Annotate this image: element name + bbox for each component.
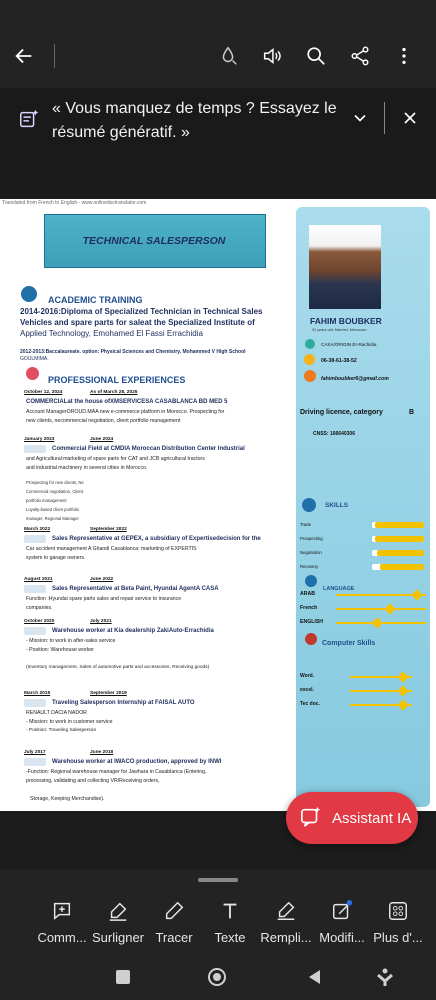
skill-bar-fill [375, 536, 424, 542]
driving-licence: Driving licence, category [300, 409, 383, 416]
tool-fill-sign[interactable] [258, 898, 314, 945]
tool-pen[interactable] [146, 898, 202, 945]
more-vert-icon[interactable] [388, 40, 420, 72]
skill-bar-fill [375, 522, 424, 528]
text-icon [202, 898, 258, 924]
job-desc: (Inventory management, Sales of automotive parts and accessories, Receiving goods) [26, 665, 210, 670]
address: CASA/ORIGIN Er-Rachidia [321, 342, 377, 347]
job-date-end: June 2024 [90, 437, 114, 442]
home-icon[interactable] [207, 967, 227, 987]
phone: 06-38-61-38-52 [321, 358, 357, 364]
drag-handle[interactable] [198, 878, 238, 882]
academic-line: Applied Technology, Emohamed El Fassi Errachidia [20, 329, 203, 338]
skill-label: Negotiation [300, 550, 322, 555]
company-logo [24, 699, 46, 707]
company-logo [24, 585, 46, 593]
skill-bar-fill [380, 564, 424, 570]
divider [54, 44, 55, 68]
job-desc: - Position: Traveling Salesperson [26, 728, 97, 733]
computer-skill-label: Word. [300, 673, 315, 679]
cnss: CNSS: 166640306 [313, 431, 355, 437]
job-title: Commercial Field at CMDIA Moroccan Distribution Center Industrial [52, 446, 245, 452]
job-title: Warehouse worker at Kia dealership ZakiAuto-Errachidia [52, 628, 214, 634]
grid-icon [370, 898, 426, 924]
job-desc: Account ManagerOROUD.MAA new e-commerce platform in Morocco. Prospecting for [26, 409, 225, 415]
tool-label: Rempli... [260, 930, 312, 945]
computer-icon [305, 633, 317, 645]
skill-label: Prospecting [300, 536, 323, 541]
location-icon [305, 339, 315, 349]
job-title: Traveling Salesperson Internship at FAISAL AUTO [52, 700, 195, 706]
job-desc: RENAULT DACIA NADOR [26, 710, 87, 716]
tool-label: Tracer [155, 930, 193, 945]
job-desc-small: Loyalty-based client portfolio [26, 507, 80, 512]
assistant-ia-label: Assistant IA [332, 810, 412, 827]
candidate-age: 31 years old, Married, Moroccan [312, 328, 367, 332]
skill-label: Recovery [300, 564, 319, 569]
language-slider [336, 608, 426, 610]
academic-line: Vehicles and spare parts for saleat the Specialized Institute of [20, 318, 255, 327]
job-desc: Storage, Keeping Merchandise). [30, 796, 105, 802]
company-logo [24, 758, 46, 766]
job-date: March 2022 [24, 527, 51, 532]
academic-line: GOULMIMA. [20, 356, 49, 362]
job-desc: companies. [26, 605, 53, 611]
banner-text[interactable]: « Vous manquez de temps ? Essayez le résumé génératif. » [52, 100, 337, 141]
read-aloud-icon[interactable] [212, 40, 244, 72]
language-heading: LANGUAGE [323, 586, 355, 592]
tool-label: Surligner [91, 930, 145, 945]
tool-label: Modifi... [319, 930, 365, 945]
pdf-page [0, 199, 436, 811]
driving-licence-category: B [409, 409, 415, 416]
job-date-end: September 2022 [90, 527, 127, 532]
job-date: October 12, 2024 [24, 390, 63, 395]
job-desc: Car accident management A Ghandi Casablanca: marketing of EXPERTIS [26, 546, 197, 552]
academic-line: 2014-2016:Diploma of Specialized Technician in Technical Sales [20, 307, 263, 316]
close-icon[interactable] [400, 108, 420, 133]
job-date: October 2020 [24, 619, 55, 624]
job-title: Warehouse worker at IWACO production, approved by INWI [52, 759, 222, 765]
job-desc: and industrial machinery in several cities in Morocco. [26, 465, 148, 471]
recents-icon[interactable] [116, 970, 130, 984]
tool-comment[interactable] [34, 898, 90, 945]
email: fahimboubker6@gmail.com [321, 376, 389, 382]
job-desc: processing, validating and collecting VR/Receiving orders, [26, 778, 160, 784]
highlighter-icon [90, 898, 146, 924]
translated-note: Translated from French to English - www.onlinedoctranslator.com [2, 200, 147, 206]
candidate-name: FAHIM BOUBKER [310, 316, 382, 326]
job-date-end: June 2022 [90, 577, 114, 582]
job-title: Sales Representative at Beta Paint, Hyundai AgentA CASA [52, 586, 219, 592]
job-date: March 2019 [24, 691, 51, 696]
profile-photo [309, 225, 381, 309]
job-title: COMMERCIALat the house ofXMSERVICESA CASABLANCA BD MED 5 [26, 399, 228, 405]
computer-skill-label: Tec doc. [300, 701, 320, 707]
phone-icon [304, 354, 315, 365]
computer-skill-label: excel. [300, 687, 314, 693]
skill-bar-fill [377, 550, 424, 556]
accessibility-icon[interactable] [374, 966, 396, 988]
language-label: French [300, 605, 318, 611]
education-icon [21, 286, 37, 302]
language-label: ENGLISH [300, 619, 324, 625]
pen-icon [146, 898, 202, 924]
company-logo [24, 627, 46, 635]
assistant-sparkle-icon [300, 806, 322, 833]
email-icon [304, 370, 316, 382]
tool-label: Plus d'... [373, 930, 423, 945]
computer-heading: Computer Skills [322, 640, 376, 647]
job-date-end: As of March 28, 2025 [90, 390, 138, 395]
tool-grid[interactable] [370, 898, 426, 945]
chevron-down-icon[interactable] [350, 108, 370, 133]
job-desc: Function :Hyundai spare parts sales and repair service to insurance [26, 596, 182, 602]
language-icon [305, 575, 317, 587]
tool-edit[interactable] [314, 898, 370, 945]
job-date-end: September 2019 [90, 691, 127, 696]
fill-sign-icon [258, 898, 314, 924]
skills-heading: SKILLS [325, 502, 349, 509]
job-title: Sales Representative at GEPEX, a subsidiary of Expertisedecision for the [52, 536, 261, 542]
tool-label: Texte [214, 930, 246, 945]
academic-line: 2012-2013:Baccalaureate. option: Physical Sciences and Chemistry, Mohammed V High School [20, 349, 246, 355]
job-desc-small: manager, Regional Manager [26, 516, 79, 521]
job-desc-small: Commercial negotiation, Client [26, 489, 84, 494]
job-desc: system to garage owners. [26, 555, 86, 561]
tool-highlighter[interactable] [90, 898, 146, 945]
divider [384, 102, 385, 134]
experience-heading: PROFESSIONAL EXPERIENCES [48, 375, 186, 385]
job-desc-small: Prospecting for new clients, Ne [26, 480, 84, 485]
job-desc: - Position: Warehouse worker [26, 647, 94, 653]
tool-label: Comm... [37, 930, 87, 945]
back-nav-icon[interactable] [306, 968, 324, 986]
comment-icon [34, 898, 90, 924]
job-desc: new clients, necommercial negotiation, client portfolio management [26, 418, 181, 424]
briefcase-icon [26, 367, 39, 380]
resume-title: TECHNICAL SALESPERSON [82, 235, 226, 247]
job-date-end: June 2018 [90, 750, 114, 755]
job-date: July 2017 [24, 750, 46, 755]
speaker-icon[interactable] [256, 40, 288, 72]
job-date-end: July 2021 [90, 619, 112, 624]
search-icon[interactable] [300, 40, 332, 72]
job-date: August 2021 [24, 577, 53, 582]
back-arrow-icon[interactable] [8, 40, 40, 72]
company-logo [24, 445, 46, 453]
job-desc-small: portfolio management [26, 498, 67, 503]
job-desc: and Agricultural:marketing of spare parts for CAT and JCB agricultural tractors [26, 456, 205, 462]
edit-icon [314, 898, 370, 924]
job-date: January 2023 [24, 437, 55, 442]
share-icon[interactable] [344, 40, 376, 72]
company-logo [24, 535, 46, 543]
academic-heading: ACADEMIC TRAINING [48, 295, 143, 305]
job-desc: - Mission: to work in after-sales service [26, 638, 116, 644]
language-label: ARAB [300, 591, 315, 597]
skill-label: Trade [300, 522, 312, 527]
skills-icon [302, 498, 316, 512]
job-desc: -Function: Regional warehouse manager for Jawhara in Casablanca (Entering, [26, 769, 207, 775]
ai-summary-icon [18, 108, 40, 135]
tool-text[interactable] [202, 898, 258, 945]
job-desc: - Mission: to work in customer service [26, 719, 113, 725]
